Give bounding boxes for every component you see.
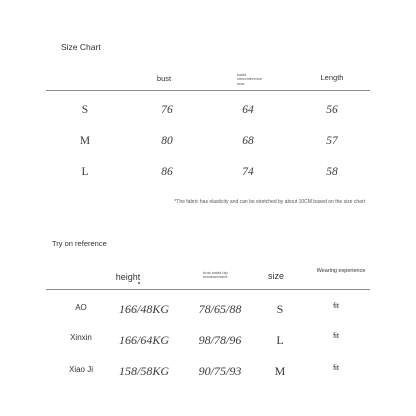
bust-value: 80 (161, 135, 173, 147)
fit-value: fit (333, 363, 339, 372)
measurements-value: 78/65/88 (198, 302, 242, 316)
measurement-header-part: hip (222, 270, 228, 275)
bust-value: 86 (161, 166, 173, 178)
waist-header-line: circumference (237, 76, 263, 82)
waist-value: 64 (242, 104, 254, 116)
measurement-header-part: ent (221, 274, 228, 280)
height-dot (138, 282, 140, 284)
size-label: S (81, 104, 89, 116)
measurement-header-line (203, 275, 228, 279)
try-on-rule (46, 289, 370, 290)
length-value: 57 (326, 135, 338, 147)
size-chart-rule (46, 90, 370, 91)
length-header: Length (320, 73, 344, 82)
model-name: AO (75, 303, 87, 312)
measurements-value: 98/78/96 (198, 333, 242, 347)
height-weight-value: 158/58KG (118, 364, 169, 378)
waist-header-line: max (237, 80, 245, 86)
height-header: height (115, 272, 141, 282)
model-name: Xiao Ji (68, 365, 93, 374)
measurements-value: 90/75/93 (198, 364, 242, 378)
bust-value: 76 (161, 104, 173, 116)
waist-header-line: waist (237, 72, 247, 77)
try-on-title: Try on reference (52, 239, 107, 248)
waist-value: 68 (242, 135, 254, 147)
size-value: L (276, 333, 284, 347)
model-name: Xinxin (70, 333, 92, 342)
fit-value: fit (333, 301, 339, 310)
wearing-experience-header: Wearing experience (316, 268, 366, 274)
size-value: S (276, 302, 284, 316)
size-label: L (81, 166, 89, 178)
fit-value: fit (333, 331, 339, 340)
length-value: 58 (326, 166, 338, 178)
measurement-header (203, 271, 228, 280)
size-header: size (267, 271, 284, 281)
elasticity-note: *The fabric has elasticity and can be stretched by about 10CM based on the size chart (174, 199, 365, 205)
height-weight-value: 166/48KG (118, 302, 169, 316)
height-weight-value: 166/64KG (118, 333, 169, 347)
waist-header (237, 73, 262, 86)
measurement-header-part: bust-waist- (203, 270, 223, 275)
waist-value: 74 (242, 166, 254, 178)
size-value: M (274, 364, 286, 378)
bust-header: bust (156, 74, 172, 83)
size-chart-title: Size Chart (61, 42, 101, 52)
measurement-header-part: measurem (203, 274, 222, 280)
length-value: 56 (326, 104, 338, 116)
size-label: M (79, 135, 91, 147)
